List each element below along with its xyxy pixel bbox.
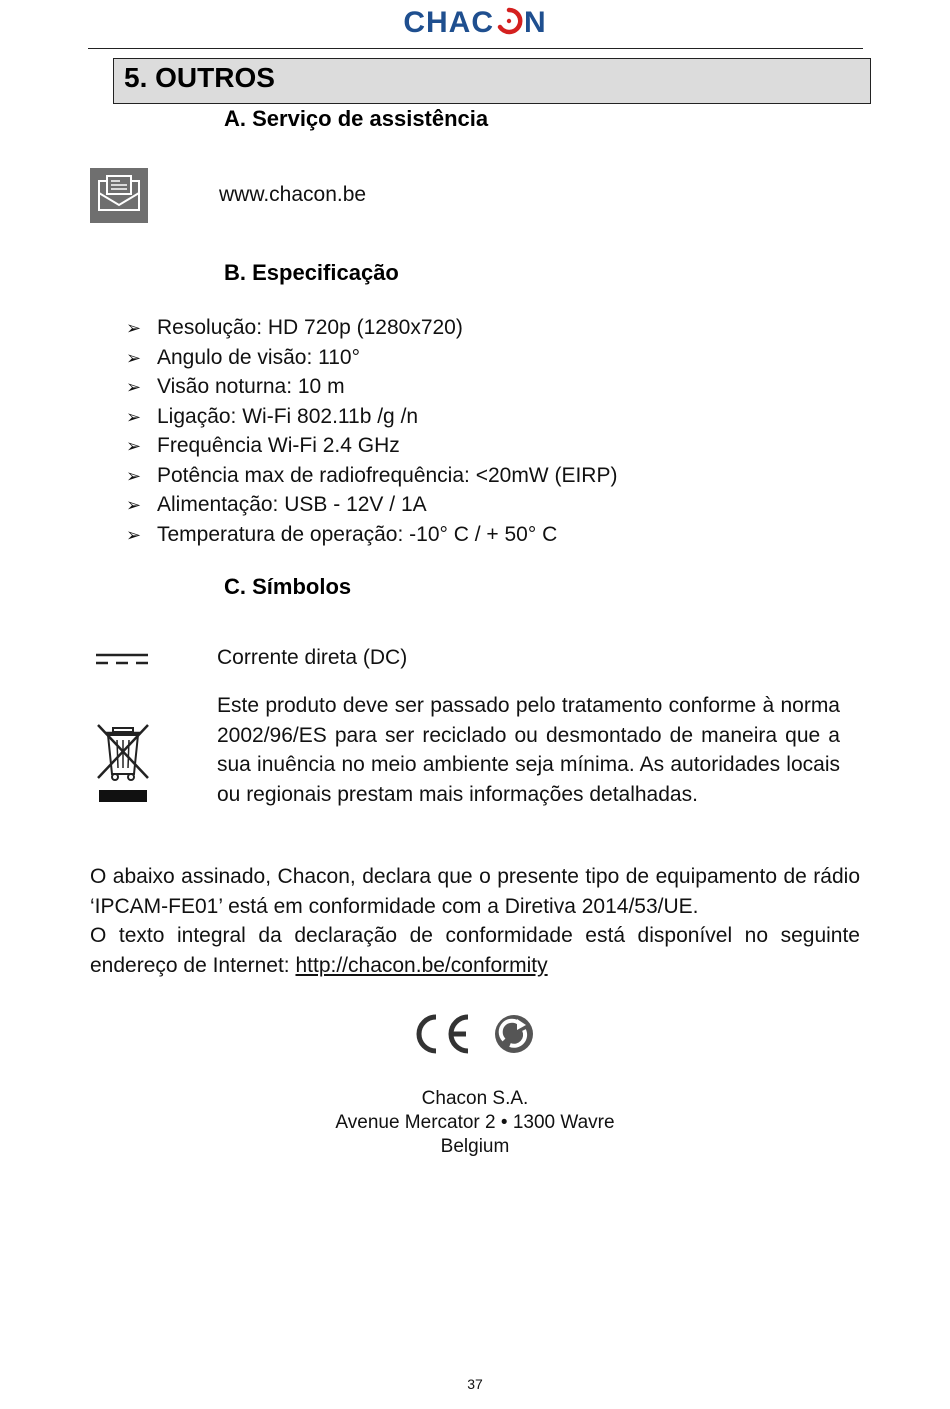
- spec-item: ➢ Ligação: Wi-Fi 802.11b /g /n: [126, 402, 617, 432]
- spec-item: ➢ Resolução: HD 720p (1280x720): [126, 313, 617, 343]
- arrow-bullet-icon: ➢: [126, 318, 142, 338]
- spec-item: ➢ Temperatura de operação: -10° C / + 50° C: [126, 520, 617, 550]
- arrow-bullet-icon: ➢: [126, 377, 142, 397]
- spec-item: ➢ Visão noturna: 10 m: [126, 372, 617, 402]
- symbols-heading: C. Símbolos: [224, 574, 352, 599]
- arrow-bullet-icon: ➢: [126, 465, 142, 486]
- address-country: Belgium: [440, 1136, 510, 1157]
- spec-list: [126, 313, 617, 549]
- weee-description: Este produto deve ser passado pelo tratamento conforme à norma 2002/96/ES para ser reciclado ou desmontado de maneira que a sua inuência no meio ambiente seja mínima. As autoridades locais ou regionais prestam mais informações detalhadas.: [217, 694, 840, 806]
- envelope-icon: [90, 168, 148, 223]
- arrow-bullet-icon: ➢: [126, 347, 142, 368]
- spec-heading: B. Especificação: [224, 260, 399, 285]
- logo-o-icon: [494, 6, 524, 39]
- compliance-marks: [414, 1013, 539, 1055]
- arrow-bullet-icon: ➢: [126, 406, 142, 427]
- ce-mark-icon: [419, 1017, 468, 1051]
- header-rule: [88, 48, 863, 49]
- page-number: 37: [467, 1376, 483, 1392]
- service-website[interactable]: www.chacon.be: [219, 183, 367, 206]
- logo-text-left: CHAC: [403, 6, 494, 39]
- spec-item: ➢ Angulo de visão: 110°: [126, 343, 617, 373]
- declaration-paragraph-link: O texto integral da declaração de conformidade está disponível no seguinte endereço de Internet: http://chacon.be/conformity: [90, 924, 860, 977]
- arrow-bullet-icon: ➢: [126, 495, 142, 515]
- spec-item: ➢ Potência max de radiofrequência: <20mW (EIRP): [126, 461, 617, 491]
- spec-item: ➢ Frequência Wi-Fi 2.4 GHz: [126, 431, 617, 461]
- address-company: Chacon S.A.: [421, 1088, 529, 1109]
- section-title: 5. OUTROS: [124, 62, 275, 93]
- logo-text-right: N: [524, 6, 547, 39]
- declaration: [90, 862, 860, 980]
- conformity-link[interactable]: http://chacon.be/conformity: [295, 953, 548, 977]
- dc-description: Corrente direta (DC): [217, 646, 408, 669]
- chacon-logo: [0, 6, 950, 40]
- dc-symbol-icon: [96, 652, 148, 666]
- service-heading: A. Serviço de assistência: [224, 106, 489, 131]
- recycle-icon: [495, 1015, 533, 1053]
- arrow-bullet-icon: ➢: [126, 524, 142, 545]
- spec-item: ➢ Alimentação: USB - 12V / 1A: [126, 490, 617, 520]
- declaration-paragraph: O abaixo assinado, Chacon, declara que o presente tipo de equipamento de rádio ‘IPCAM-FE01’ está em conformidade com a Diretiva 2014/53/UE.: [90, 865, 860, 918]
- weee-bin-icon: [95, 722, 151, 804]
- arrow-bullet-icon: ➢: [126, 436, 142, 456]
- address-street: Avenue Mercator 2 • 1300 Wavre: [335, 1112, 615, 1133]
